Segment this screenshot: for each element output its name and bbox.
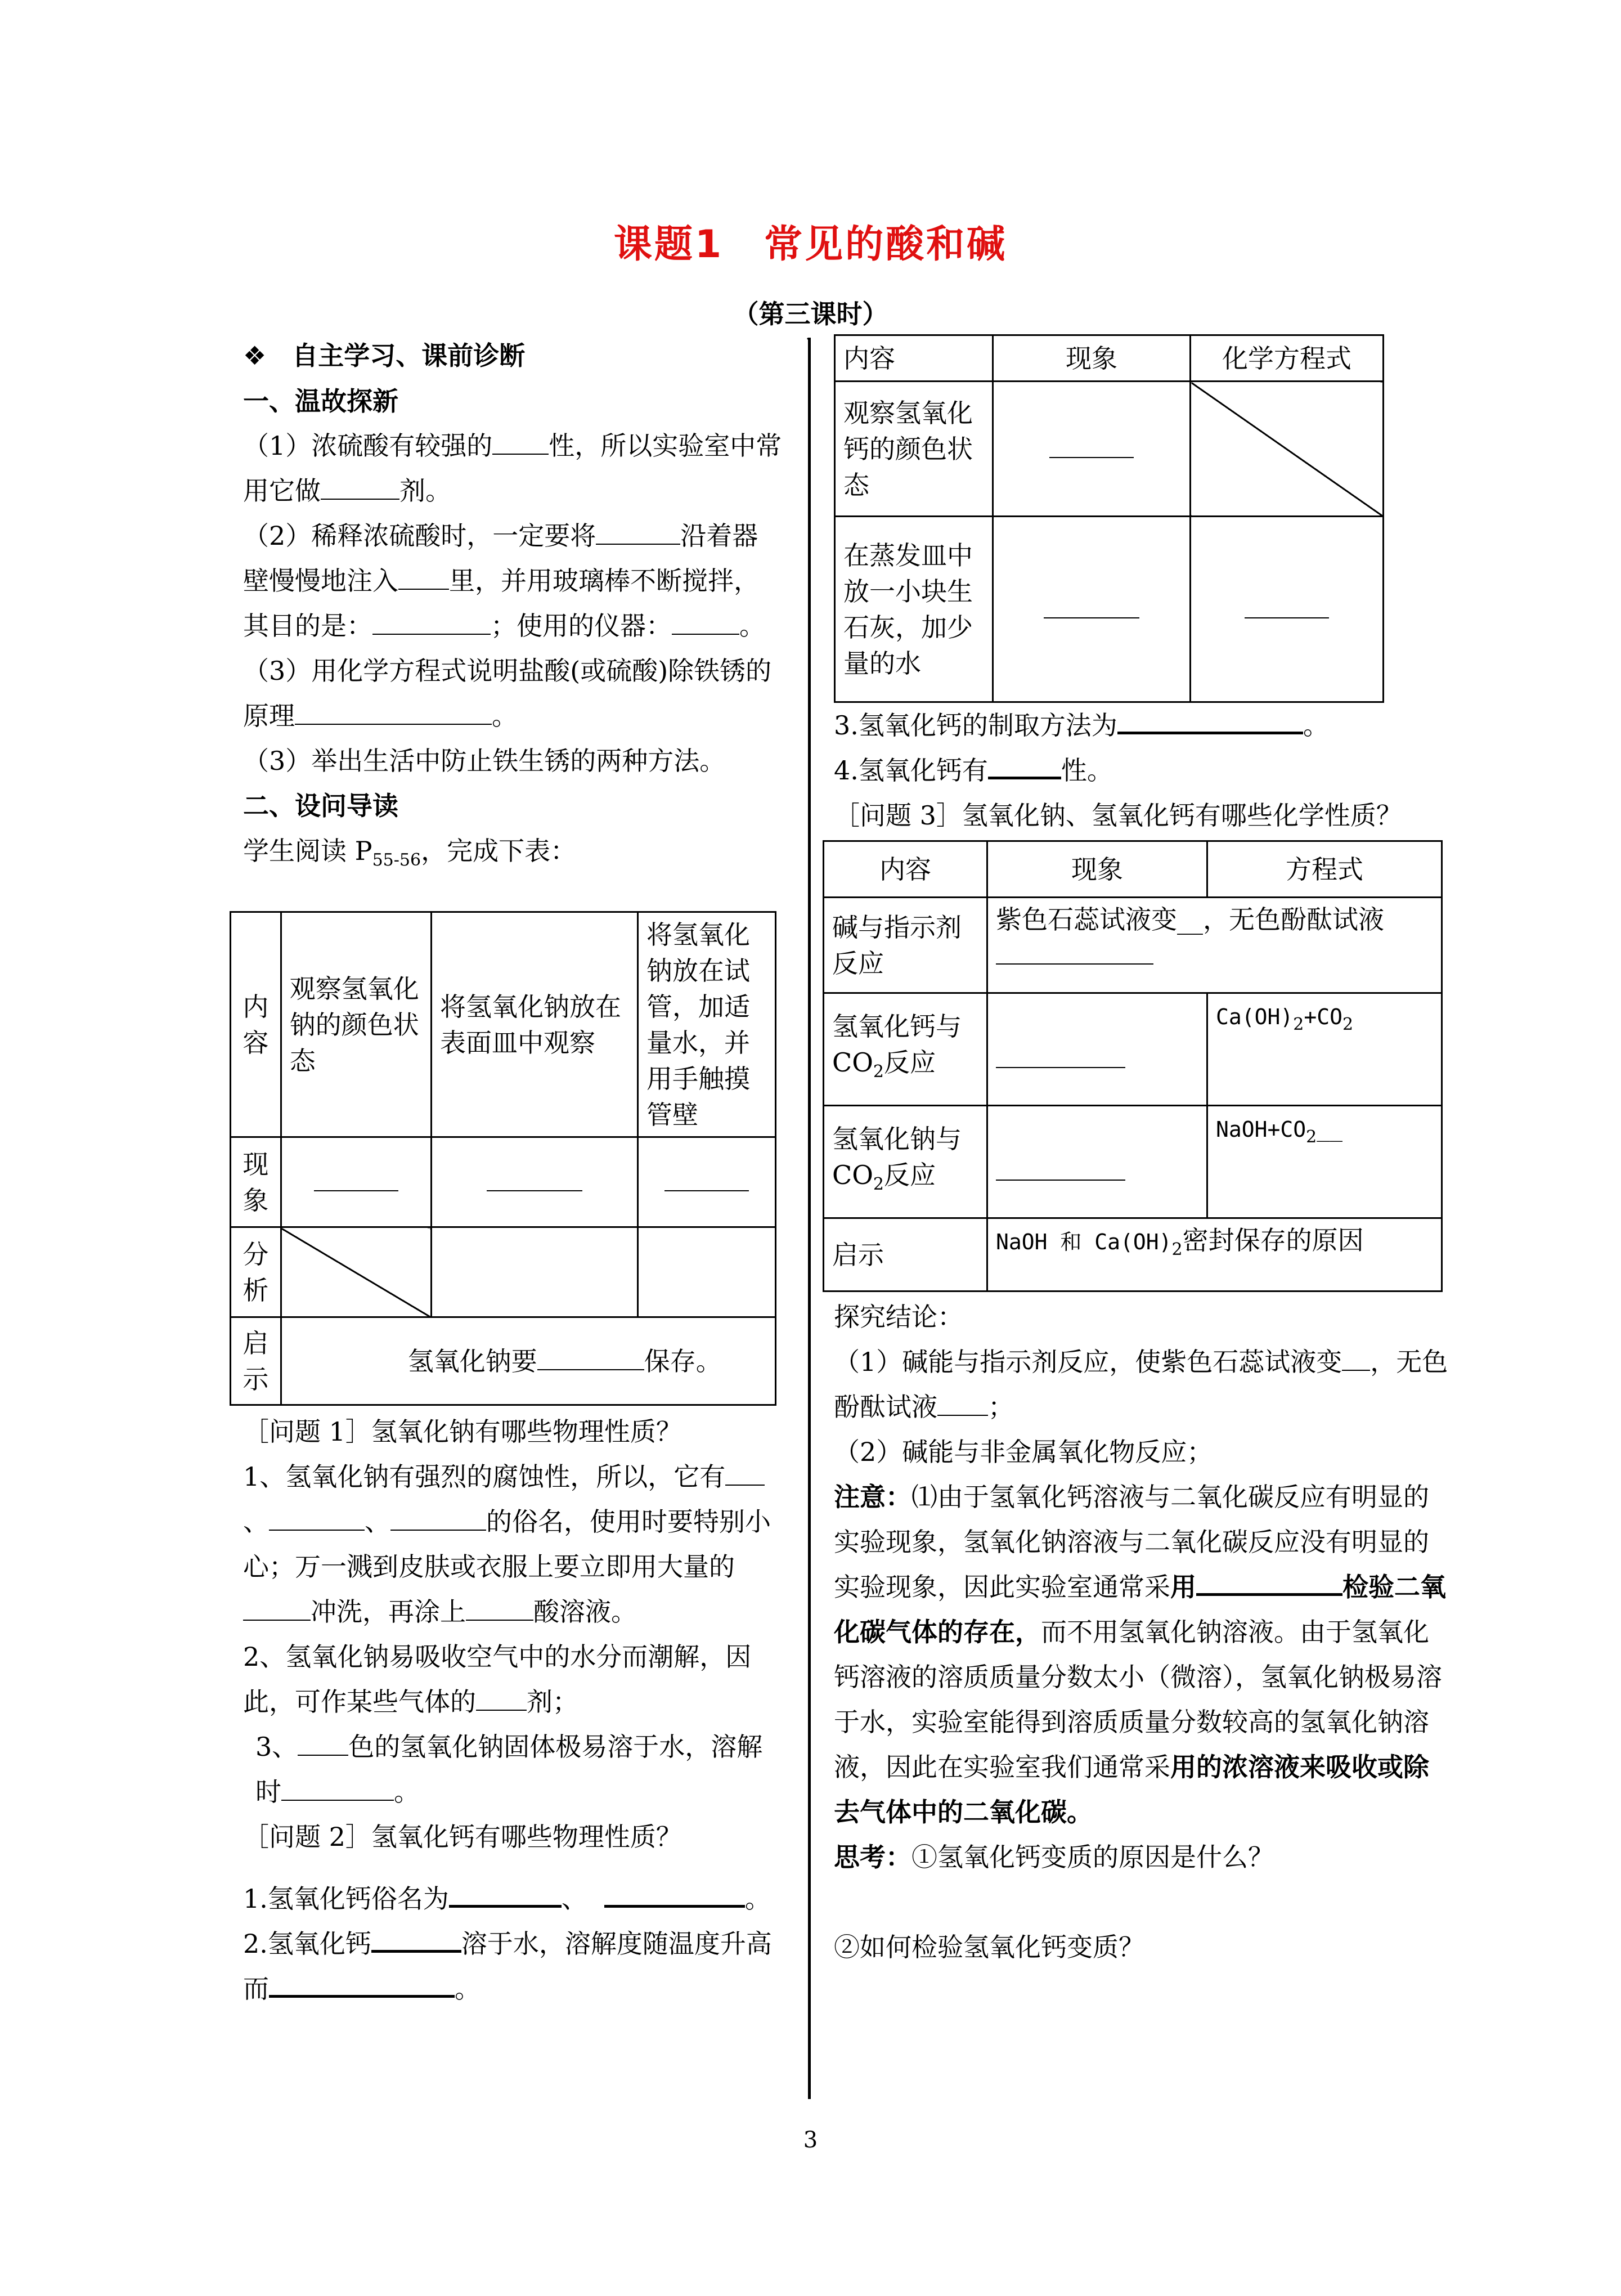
table-cell: [637, 1137, 775, 1227]
table-cell: [987, 1106, 1207, 1218]
question-1: （1）浓硫酸有较强的 性，所以实验室中常用它做 剂。: [243, 430, 782, 506]
blank[interactable]: [937, 1398, 988, 1416]
diagonal-cell: [281, 1227, 431, 1317]
right-column: [834, 332, 1454, 1970]
blank[interactable]: [996, 1050, 1125, 1068]
table-header: 内容: [824, 841, 987, 898]
naoh-table: [230, 911, 776, 1406]
blank[interactable]: [295, 707, 492, 725]
column-divider: [808, 338, 811, 2099]
blank[interactable]: [672, 617, 739, 635]
blank[interactable]: [1342, 1353, 1370, 1371]
blank[interactable]: [1245, 600, 1329, 618]
blank[interactable]: [487, 1173, 582, 1191]
table-cell: 氢氧化钠要 保存。: [281, 1317, 775, 1405]
table-header: 内容: [231, 912, 281, 1137]
problem-2-title: ［问题 2］氢氧化钙有哪些物理性质？: [243, 1822, 682, 1853]
table-cell: [637, 1227, 775, 1317]
blank[interactable]: [1049, 440, 1134, 458]
blank[interactable]: [604, 1879, 745, 1908]
problem-1-item-3: 3、 色的氢氧化钠固体极易溶于水，溶解时 。: [255, 1732, 763, 1808]
table-header: 现象: [987, 841, 1207, 898]
row-label: 启示: [231, 1317, 281, 1405]
problem-1-title: ［问题 1］氢氧化钠有哪些物理性质？: [243, 1416, 682, 1447]
divider-dot: ·: [806, 331, 811, 348]
row-label: 现象: [231, 1137, 281, 1227]
question-3: （3）用化学方程式说明盐酸(或硫酸)除铁锈的原理 。: [243, 656, 772, 731]
item-4: 4.氢氧化钙有 性。: [834, 748, 1454, 793]
table-header: 内容: [835, 335, 993, 382]
lesson-subtitle: （第三课时）: [733, 299, 888, 329]
blank[interactable]: [996, 1163, 1125, 1181]
conclusion-title: 探究结论：: [834, 1302, 963, 1332]
blank[interactable]: [449, 1879, 562, 1908]
section-guided-reading: 二、设问导读: [243, 791, 398, 821]
table-cell: [993, 382, 1191, 517]
blank[interactable]: [537, 1352, 644, 1370]
chem-properties-table: [823, 840, 1443, 1292]
table-cell: 碱与指示剂反应: [824, 898, 987, 993]
table-cell: 在蒸发皿中放一小块生石灰，加少量的水: [835, 517, 993, 702]
table-header: 化学方程式: [1191, 335, 1384, 382]
blank[interactable]: [596, 527, 680, 545]
blank[interactable]: [243, 1603, 311, 1621]
item-3: 3.氢氧化钙的制取方法为 。: [834, 703, 1454, 748]
problem-1-item-1: 1、氢氧化钠有强烈的腐蚀性，所以，它有、 、 的俗名，使用时要特别小心；万一溅到皮肤或衣服上要立即用大量的冲洗，再涂上 酸溶液。: [243, 1461, 771, 1627]
blank[interactable]: [372, 617, 491, 635]
table-cell: 紫色石蕊试液变__，无色酚酞试液: [987, 898, 1442, 993]
table-cell: [431, 1227, 637, 1317]
table-cell: [987, 993, 1207, 1106]
table-header: 方程式: [1207, 841, 1442, 898]
table-header: 将氢氧化钠放在表面皿中观察: [431, 912, 637, 1137]
table-header: 现象: [993, 335, 1191, 382]
section-heading-self-study: ❖ 自主学习、课前诊断: [243, 340, 526, 371]
blank[interactable]: [269, 1513, 365, 1531]
table-cell: 观察氢氧化钙的颜色状态: [835, 382, 993, 517]
problem-1-item-2: 2、氢氧化钠易吸收空气中的水分而潮解，因此，可作某些气体的 剂；: [243, 1642, 752, 1717]
table-cell: [431, 1137, 637, 1227]
blank[interactable]: [492, 437, 549, 455]
table-cell: $Ca(OH)_2+CO_2$: [1207, 993, 1442, 1106]
table-header: 观察氢氧化钠的颜色状态: [281, 912, 431, 1137]
blank[interactable]: [1196, 1567, 1342, 1596]
think-1: 思考：①氢氧化钙变质的原因是什么？: [834, 1842, 1274, 1872]
note: 注意：⑴由于氢氧化钙溶液与二氧化碳反应有明显的实验现象，氢氧化钠溶液与二氧化碳反应没有明显的实验现象，因此实验室通常采用 检验二氧化碳气体的存在，而不用氢氧化钠溶液。由于氢氧化钙溶液的溶质质量分数太小（微溶），氢氧化钠极易溶于水，实验室能得到溶质质量分数较高的氢氧化钠溶液，因此在实验室我们通常采用的浓溶液来吸收或除去气体中的二氧化碳。: [834, 1482, 1446, 1827]
blank[interactable]: [725, 1468, 765, 1486]
blank[interactable]: [988, 751, 1061, 779]
conclusion-2: （2）碱能与非金属氧化物反应；: [834, 1437, 1213, 1467]
table-cell: [993, 517, 1191, 702]
diagonal-cell: [1191, 382, 1384, 517]
question-4: （3）举出生活中防止铁生锈的两种方法。: [243, 746, 726, 776]
blank[interactable]: [298, 1738, 348, 1756]
blank[interactable]: [281, 1783, 394, 1801]
caoh2-table: [834, 334, 1384, 703]
blank[interactable]: [321, 482, 399, 500]
table-cell: [281, 1137, 431, 1227]
conclusion-1: （1）碱能与指示剂反应，使紫色石蕊试液变 ，无色酚酞试液 ；: [834, 1347, 1448, 1422]
page-number: 3: [803, 2127, 818, 2153]
blank[interactable]: [371, 1924, 461, 1953]
row-label: 分析: [231, 1227, 281, 1317]
blank[interactable]: [269, 1969, 455, 1998]
problem-2-item-2: 2.氢氧化钙 溶于水，溶解度随温度升高而 。: [243, 1921, 783, 2011]
blank[interactable]: [466, 1603, 533, 1621]
table-cell: 氢氧化钠与 $CO_2$反应: [824, 1106, 987, 1218]
section-review: 一、温故探新: [243, 386, 398, 416]
table-cell: $NaOH+CO_2\_\_$: [1207, 1106, 1442, 1218]
blank[interactable]: [398, 572, 449, 590]
blank[interactable]: [664, 1173, 749, 1191]
table-cell: 启示: [824, 1218, 987, 1292]
blank[interactable]: [996, 947, 1153, 965]
question-2: （2）稀释浓硫酸时，一定要将 沿着器壁慢慢地注入 里，并用玻璃棒不断搅拌，其目的是： ；使用的仪器： 。: [243, 521, 765, 641]
table-cell: 氢氧化钙与 $CO_2$反应: [824, 993, 987, 1106]
reading-instruction: 学生阅读 $P_{55-56}$，完成下表：: [243, 836, 577, 871]
blank[interactable]: [390, 1513, 486, 1531]
blank[interactable]: [1044, 600, 1139, 618]
problem-2-item-1: 1.氢氧化钙俗名为 、 。: [243, 1876, 783, 1921]
table-cell: [1191, 517, 1384, 702]
blank[interactable]: [476, 1693, 527, 1711]
left-column: [243, 332, 783, 2011]
problem-3-title: ［问题 3］氢氧化钠、氢氧化钙有哪些化学性质？: [834, 800, 1402, 831]
page-title: 课题1 常见的酸和碱: [613, 222, 1008, 267]
table-cell: NaOH 和 $Ca(OH)_2$密封保存的原因: [987, 1218, 1442, 1292]
table-header: 将氢氧化钠放在试管，加适量水，并用手触摸管壁: [637, 912, 775, 1137]
blank[interactable]: [1117, 706, 1303, 734]
think-2: ②如何检验氢氧化钙变质？: [834, 1932, 1144, 1962]
blank[interactable]: [314, 1173, 398, 1191]
